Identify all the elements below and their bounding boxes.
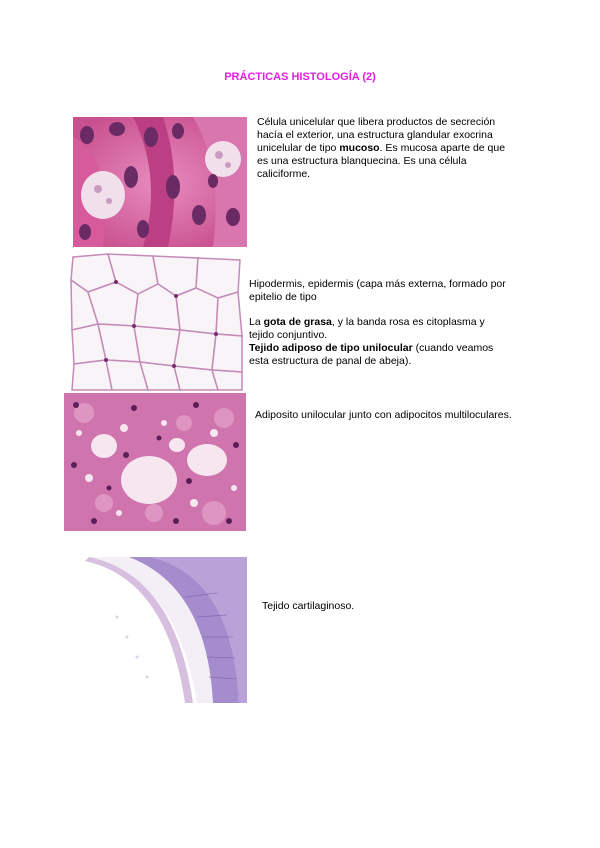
entry-1-line-5: caliciforme. (257, 168, 311, 180)
entry-2-line-4: tejido conjuntivo. (249, 329, 328, 341)
adipose-unilocular-image (68, 252, 244, 392)
entry-2-line-5: Tejido adiposo de tipo unilocular (cuando veamos (249, 342, 494, 354)
page-title: PRÁCTICAS HISTOLOGÍA (2) (224, 71, 376, 83)
entry-1-line-2: hacía el exterior, una estructura glandular exocrina (257, 129, 493, 141)
entry-2-line-3: La gota de grasa, y la banda rosa es citoplasma y (249, 316, 485, 328)
entry-1-line-1: Célula unicelular que libera productos de secreción (257, 116, 496, 128)
cartilage-image (67, 557, 247, 703)
entry-3-text: Adiposito unilocular junto con adipocitos multiloculares. (255, 409, 512, 421)
entry-4-text: Tejido cartilaginoso. (262, 600, 355, 612)
entry-2-line-6: esta estructura de panal de abeja). (249, 355, 412, 367)
entry-1-line-3: unicelular de tipo mucoso. Es mucosa aparte de que (257, 142, 506, 154)
entry-1-line-4: es una estructura blanquecina. Es una célula (257, 155, 467, 167)
entry-1-text (257, 116, 547, 181)
multilocular-adipocytes-image (64, 393, 246, 531)
caliciform-cell-image (73, 117, 247, 247)
entry-2-line-1: Hipodermis, epidermis (capa más externa, formado por (249, 278, 506, 290)
entry-2-line-2: epitelio de tipo (249, 291, 317, 303)
entry-2-text (249, 278, 549, 368)
